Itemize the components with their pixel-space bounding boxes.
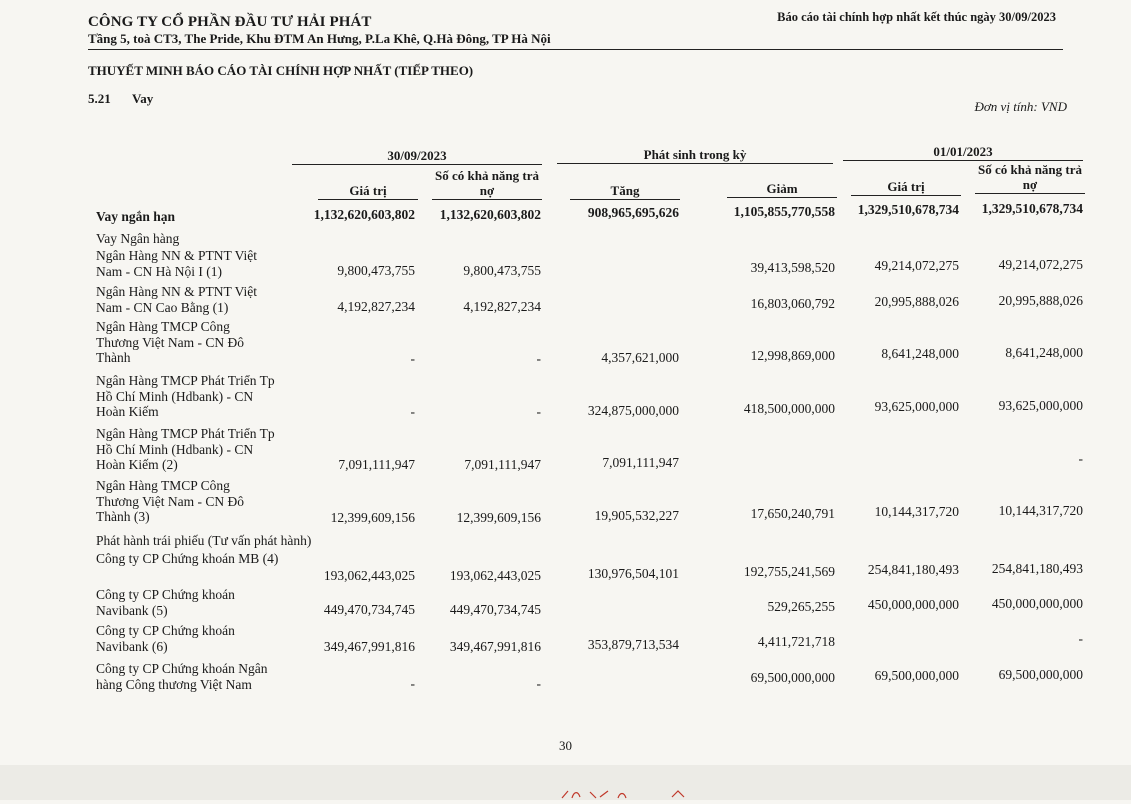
cell-value: 10,144,317,720 [874,504,959,519]
cell-repayable: 7,091,111,947 [464,457,541,472]
column-header-rule [318,199,418,200]
cell-repayable: 193,062,443,025 [449,568,541,583]
row-label: Công ty CP Chứng khoán Ngân hàng Công thương Việt Nam [96,661,268,692]
cell-value: - [410,404,415,419]
row-label: Phát hành trái phiếu (Tư vấn phát hành) [96,533,312,548]
column-header-increase: Tăng [610,183,640,198]
column-header-rule [570,199,680,200]
cell-decrease: 1,105,855,770,558 [733,204,835,219]
cell-decrease: 12,998,869,000 [750,348,835,363]
note-number: 5.21 [88,91,111,106]
cell-decrease: 17,650,240,791 [750,506,835,521]
cell-repayable: 20,995,888,026 [998,293,1083,308]
cell-value: 20,995,888,026 [874,294,959,309]
cell-value: 69,500,000,000 [874,668,959,683]
column-header-repayable: Số có khả năng trả nợ [434,168,540,198]
column-header-rule [975,193,1085,194]
cell-value: 9,800,473,755 [337,263,415,278]
cell-repayable: 254,841,180,493 [991,561,1083,576]
cell-value: 449,470,734,745 [323,602,415,617]
row-label: Công ty CP Chứng khoán MB (4) [96,551,279,566]
cell-value: 1,329,510,678,734 [857,202,959,217]
group-header-rule [292,164,542,165]
row-label: Ngân Hàng TMCP Công Thương Việt Nam - CN Đô Thành (3) [96,478,245,524]
cell-repayable: - [536,676,541,691]
row-label: Ngân Hàng TMCP Phát Triển Tp Hồ Chí Minh (Hdbank) - CN Hoàn Kiếm (2) [96,426,275,472]
cell-increase: 7,091,111,947 [602,455,679,470]
cell-decrease: 418,500,000,000 [743,401,835,416]
company-name: CÔNG TY CỔ PHẦN ĐẦU TƯ HẢI PHÁT [88,14,372,30]
column-header-value: Giá trị [349,183,387,198]
cell-decrease: 4,411,721,718 [757,634,835,649]
row-label: Vay Ngân hàng [96,231,180,246]
cell-repayable: 10,144,317,720 [998,503,1083,518]
cell-value: 8,641,248,000 [881,346,959,361]
cell-value: 7,091,111,947 [338,457,415,472]
cell-value: 49,214,072,275 [874,258,959,273]
cell-repayable: 349,467,991,816 [449,639,541,654]
cell-increase: 324,875,000,000 [587,403,679,418]
row-label: Ngân Hàng NN & PTNT Việt Nam - CN Cao Bằng (1) [96,284,258,315]
cell-value: 4,192,827,234 [337,299,415,314]
cell-decrease: 39,413,598,520 [750,260,835,275]
cell-increase: 19,905,532,227 [594,508,679,523]
cell-decrease: 529,265,255 [767,599,835,614]
cell-repayable: - [1078,631,1083,646]
cell-repayable: 93,625,000,000 [998,398,1083,413]
row-label: Công ty CP Chứng khoán Navibank (5) [96,587,235,618]
cell-repayable: 450,000,000,000 [991,596,1083,611]
report-title: Báo cáo tài chính hợp nhất kết thúc ngày 30/09/2023 [777,10,1056,24]
row-label: Ngân Hàng TMCP Công Thương Việt Nam - CN Đô Thành [96,319,245,365]
column-header-rule [727,197,837,198]
section-title: THUYẾT MINH BÁO CÁO TÀI CHÍNH HỢP NHẤT (TIẾP THEO) [88,63,474,78]
cell-increase: 4,357,621,000 [601,350,679,365]
cell-decrease: 192,755,241,569 [743,564,835,579]
column-header-rule [851,195,961,196]
cell-repayable: 4,192,827,234 [463,299,541,314]
column-header-repayable: Số có khả năng trả nợ [977,162,1083,192]
cell-repayable: - [536,404,541,419]
column-header-decrease: Giảm [766,181,798,196]
cell-repayable: 69,500,000,000 [998,667,1083,682]
cell-value: 193,062,443,025 [323,568,415,583]
company-address: Tầng 5, toà CT3, The Pride, Khu ĐTM An Hưng, P.La Khê, Q.Hà Đông, TP Hà Nội [88,31,551,46]
row-label: Công ty CP Chứng khoán Navibank (6) [96,623,235,654]
cell-repayable: 449,470,734,745 [449,602,541,617]
cell-value: 12,399,609,156 [330,510,415,525]
cell-repayable: 8,641,248,000 [1005,345,1083,360]
cell-value: 450,000,000,000 [867,597,959,612]
cell-value: 349,467,991,816 [323,639,415,654]
group-header-01-01-2023: 01/01/2023 [933,144,993,159]
page-number: 30 [559,738,572,753]
cell-value: 1,132,620,603,802 [313,207,415,222]
red-stamp-mark [560,789,720,804]
row-label: Ngân Hàng TMCP Phát Triển Tp Hồ Chí Minh (Hdbank) - CN Hoàn Kiếm [96,373,275,419]
group-header-period: Phát sinh trong kỳ [643,147,747,162]
row-label: Vay ngắn hạn [96,209,176,224]
group-header-rule [843,160,1083,161]
stamp-glyphs [560,789,720,800]
cell-decrease: 16,803,060,792 [750,296,835,311]
group-header-rule [557,163,833,164]
group-header-30-09-2023: 30/09/2023 [387,148,447,163]
cell-increase: 908,965,695,626 [587,205,679,220]
header-divider [88,49,1063,50]
column-header-value: Giá trị [887,179,925,194]
row-label: Ngân Hàng NN & PTNT Việt Nam - CN Hà Nội I (1) [96,248,258,279]
column-header-rule [432,199,542,200]
cell-repayable: 1,132,620,603,802 [439,207,541,222]
cell-value: 93,625,000,000 [874,399,959,414]
cell-value: 254,841,180,493 [867,562,959,577]
cell-value: - [410,351,415,366]
cell-increase: 353,879,713,534 [587,637,679,652]
cell-repayable: - [536,351,541,366]
cell-repayable: 1,329,510,678,734 [981,201,1083,216]
note-title: Vay [132,91,154,106]
cell-repayable: 12,399,609,156 [456,510,541,525]
cell-repayable: 9,800,473,755 [463,263,541,278]
cell-repayable: 49,214,072,275 [998,257,1083,272]
cell-decrease: 69,500,000,000 [750,670,835,685]
cell-repayable: - [1078,451,1083,466]
cell-increase: 130,976,504,101 [587,566,679,581]
cell-value: - [410,676,415,691]
unit-label: Đơn vị tính: VND [974,99,1067,114]
